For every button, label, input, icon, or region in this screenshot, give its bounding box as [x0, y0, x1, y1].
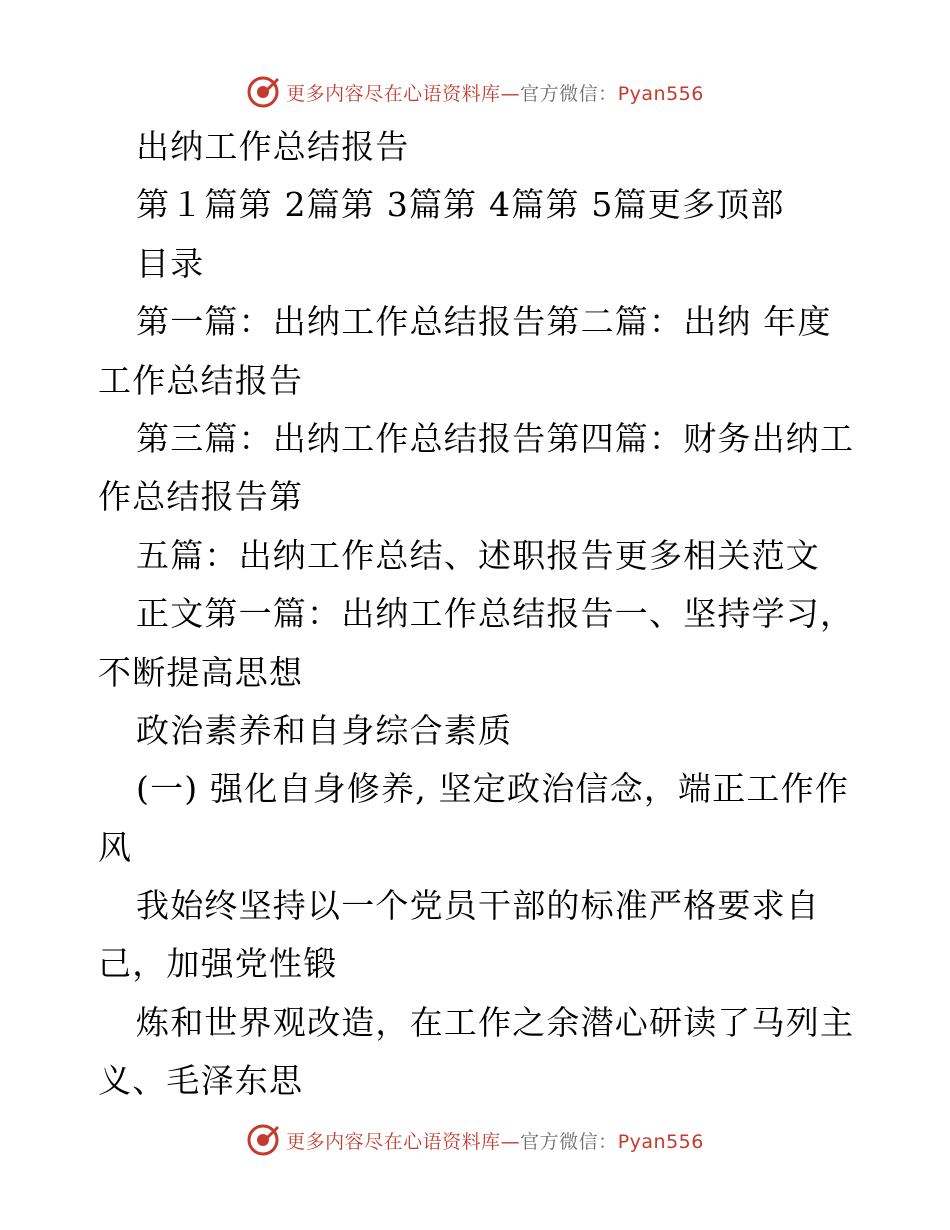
document-body [98, 118, 858, 1111]
document-line: 五篇：出纳工作总结、述职报告更多相关范文 [136, 535, 820, 575]
pen-logo-icon [246, 75, 280, 109]
banner-site: 更多内容尽在心语资料库 [286, 82, 501, 105]
banner-site: 更多内容尽在心语资料库 [286, 1130, 501, 1153]
banner-text [286, 1127, 704, 1154]
banner-wechat-label: 官方微信： [520, 1130, 618, 1153]
document-line: 炼和世界观改造，在工作之余潜心研读了马列主 [136, 1002, 855, 1042]
banner-text [286, 79, 704, 106]
document-line: 己，加强党性锻 [98, 944, 338, 984]
document-line: 正文第一篇：出纳工作总结报告一、坚持学习， [136, 594, 855, 634]
document-line: (一) 强化自身修养, 坚定政治信念，端正工作作 [136, 769, 850, 809]
footer-banner [0, 1120, 950, 1160]
banner-wechat-id: Pyan556 [617, 1130, 704, 1153]
header-banner [0, 72, 950, 112]
document-line: 出纳工作总结报告 [136, 127, 410, 166]
document-line: 作总结报告第 [98, 477, 304, 517]
document-line: 政治素养和自身综合素质 [136, 710, 513, 750]
document-line: 我始终坚持以一个党员干部的标准严格要求自 [136, 886, 820, 926]
banner-dash: — [500, 82, 521, 105]
document-line: 第三篇：出纳工作总结报告第四篇：财务出纳工 [136, 418, 855, 458]
pen-logo-icon [246, 1123, 280, 1157]
document-line: 不断提高思想 [98, 652, 304, 692]
document-line: 风 [98, 827, 133, 867]
document-line: 目录 [136, 243, 205, 283]
document-line: 第１篇第 2篇第 3篇第 4篇第 5篇更多顶部 [136, 185, 785, 225]
document-line: 第一篇：出纳工作总结报告第二篇：出纳 年度 [136, 302, 832, 342]
document-line: 义、毛泽东思 [98, 1061, 304, 1101]
banner-wechat-id: Pyan556 [617, 82, 704, 105]
banner-wechat-label: 官方微信： [520, 82, 618, 105]
document-line: 工作总结报告 [98, 360, 304, 400]
banner-dash: — [500, 1130, 521, 1153]
